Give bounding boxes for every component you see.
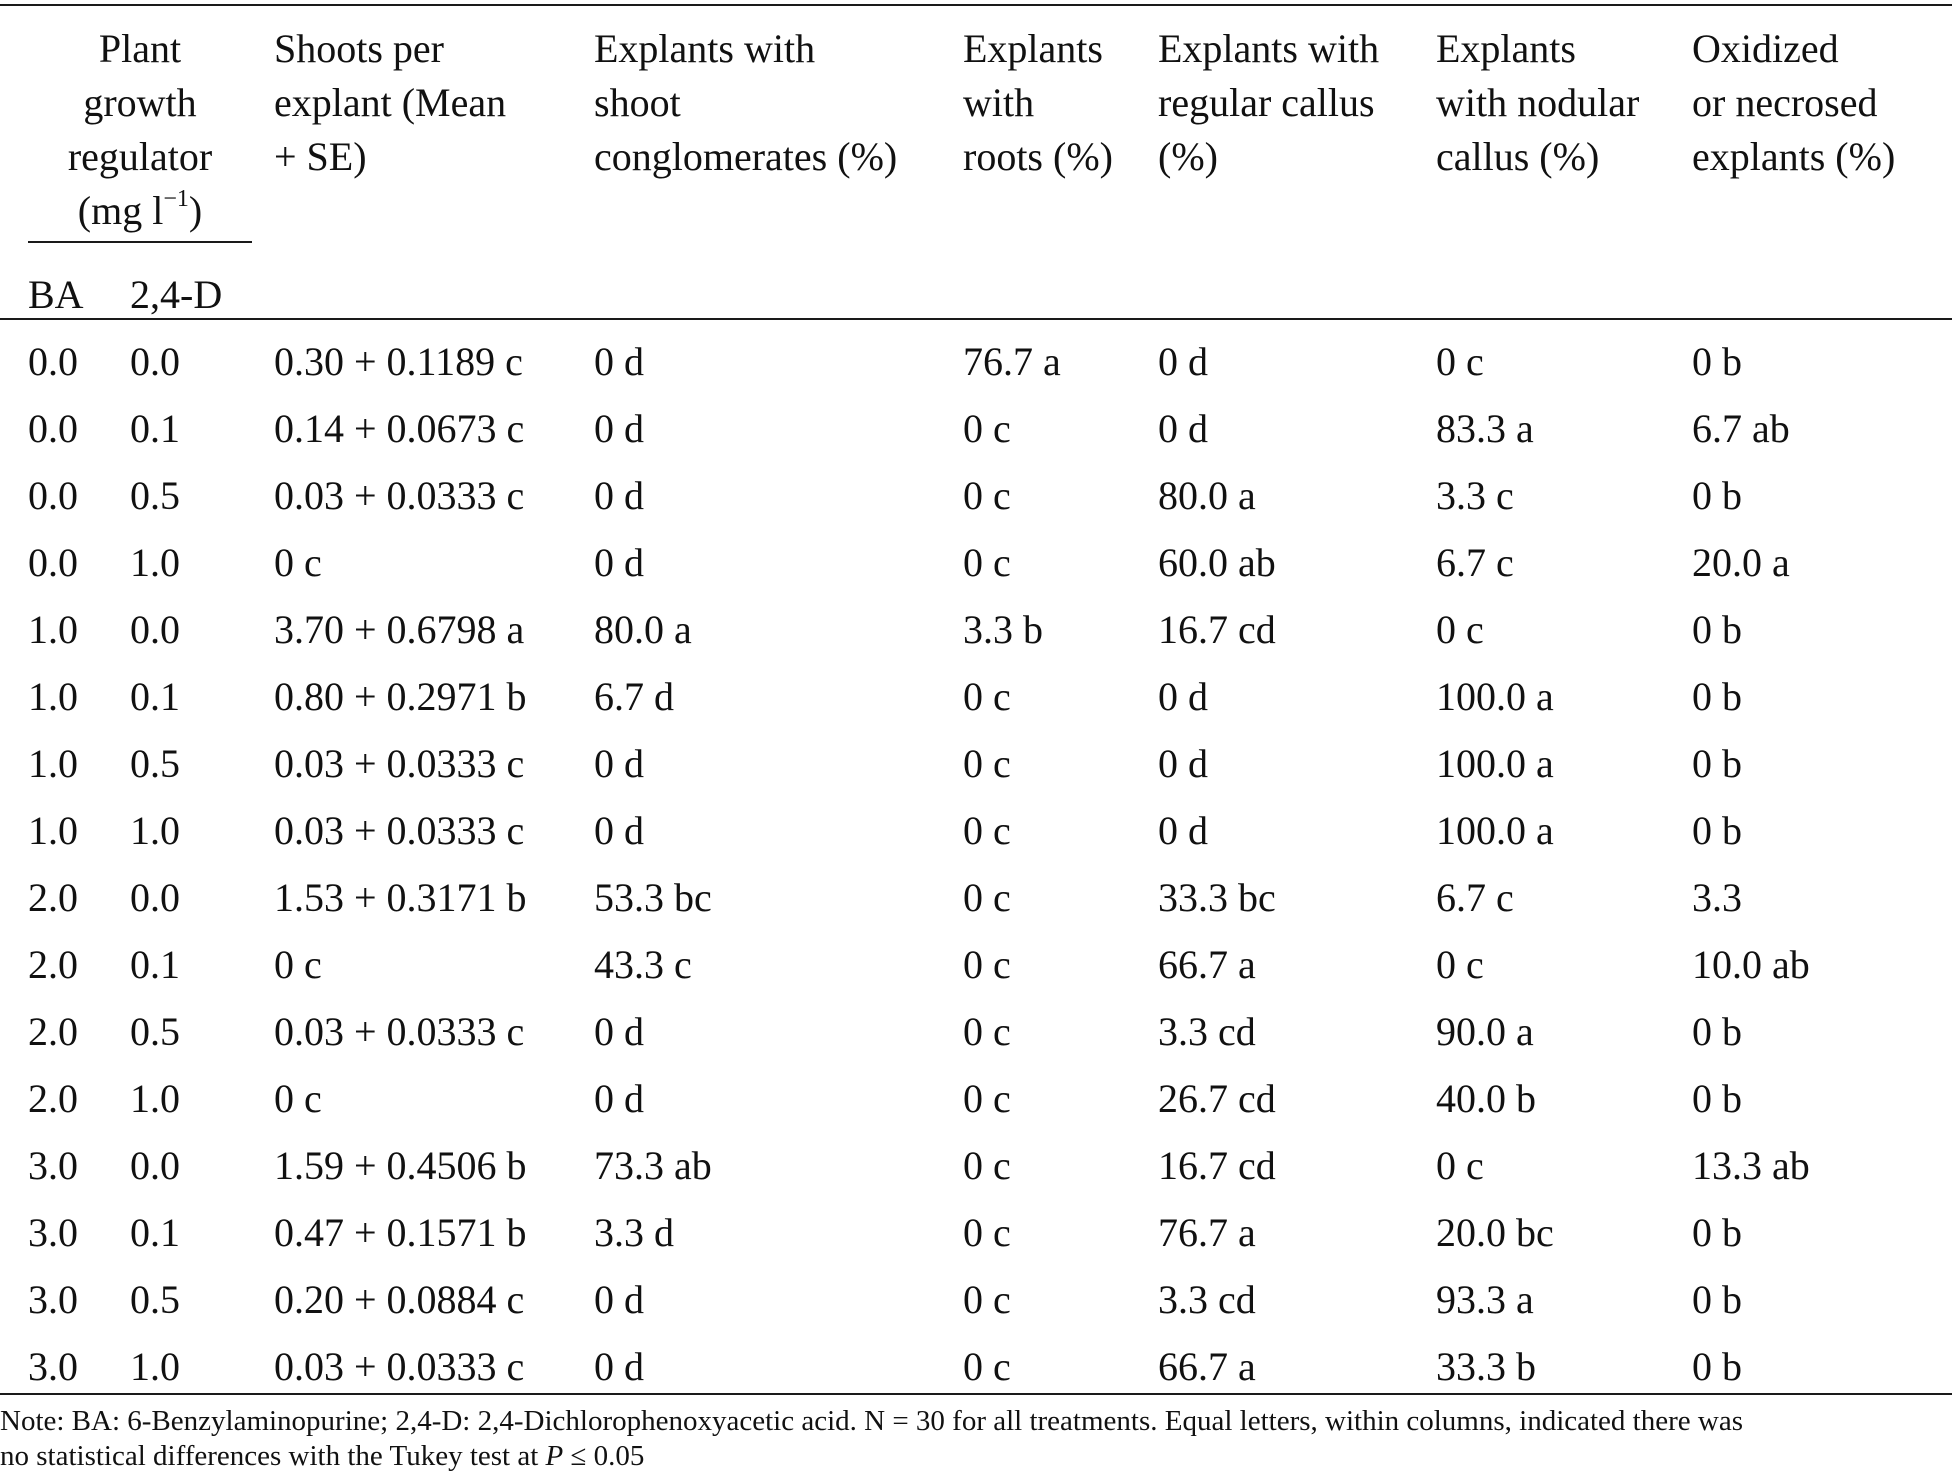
nodular-callus-cell: 0 c bbox=[1436, 339, 1484, 384]
shoots-cell: 0 c bbox=[274, 942, 322, 987]
nodular-callus-cell: 93.3 a bbox=[1436, 1277, 1534, 1322]
table-row bbox=[0, 401, 1952, 468]
conglomerates-cell: 0 d bbox=[594, 406, 644, 451]
table-row bbox=[0, 736, 1952, 803]
regular-callus-cell: 76.7 a bbox=[1158, 1210, 1256, 1255]
roots-cell: 0 c bbox=[963, 1009, 1011, 1054]
table-row bbox=[0, 535, 1952, 602]
roots-cell: 0 c bbox=[963, 540, 1011, 585]
pgr-header-line: regulator bbox=[67, 134, 213, 179]
regular-callus-cell: 16.7 cd bbox=[1158, 607, 1276, 652]
shoots-cell: 0.14 + 0.0673 c bbox=[274, 406, 525, 451]
nodular-callus-cell: 100.0 a bbox=[1436, 674, 1554, 719]
table-row bbox=[0, 334, 1952, 401]
ba-cell: 0.0 bbox=[28, 540, 78, 585]
roots-cell: 0 c bbox=[963, 875, 1011, 920]
roots-cell: 0 c bbox=[963, 406, 1011, 451]
roots-cell: 0 c bbox=[963, 1344, 1011, 1389]
header-shoots-per-explant: Shoots per explant (Mean + SE) bbox=[274, 26, 507, 179]
conglomerates-cell: 3.3 d bbox=[594, 1210, 674, 1255]
oxidized-cell: 0 b bbox=[1692, 339, 1742, 384]
ba-cell: 0.0 bbox=[28, 473, 78, 518]
ba-cell: 0.0 bbox=[28, 339, 78, 384]
ba-cell: 2.0 bbox=[28, 942, 78, 987]
oxidized-cell: 6.7 ab bbox=[1692, 406, 1790, 451]
d24-cell: 0.5 bbox=[130, 473, 180, 518]
roots-cell: 0 c bbox=[963, 1143, 1011, 1188]
ba-cell: 1.0 bbox=[28, 607, 78, 652]
shoots-cell: 3.70 + 0.6798 a bbox=[274, 607, 525, 652]
oxidized-cell: 20.0 a bbox=[1692, 540, 1790, 585]
pgr-header-line: Plant bbox=[98, 26, 182, 71]
table-row bbox=[0, 870, 1952, 937]
nodular-callus-cell: 3.3 c bbox=[1436, 473, 1514, 518]
d24-cell: 0.0 bbox=[130, 607, 180, 652]
shoots-cell: 0.47 + 0.1571 b bbox=[274, 1210, 527, 1255]
regular-callus-cell: 33.3 bc bbox=[1158, 875, 1276, 920]
subheader-24d: 2,4-D bbox=[130, 272, 223, 317]
regular-callus-cell: 80.0 a bbox=[1158, 473, 1256, 518]
pgr-header-units bbox=[28, 184, 252, 238]
roots-cell: 0 c bbox=[963, 674, 1011, 719]
table-row bbox=[0, 669, 1952, 736]
oxidized-cell: 0 b bbox=[1692, 674, 1742, 719]
d24-cell: 0.1 bbox=[130, 1210, 180, 1255]
roots-cell: 0 c bbox=[963, 942, 1011, 987]
table-row bbox=[0, 1272, 1952, 1339]
header-oxidized-necrosed: Oxidized or necrosed explants (%) bbox=[1692, 26, 1896, 179]
table-row bbox=[0, 1004, 1952, 1071]
d24-cell: 0.5 bbox=[130, 1277, 180, 1322]
nodular-callus-cell: 20.0 bc bbox=[1436, 1210, 1554, 1255]
note-text: no statistical differences with the Tukey test at bbox=[0, 1440, 546, 1472]
regular-callus-cell: 60.0 ab bbox=[1158, 540, 1276, 585]
shoots-cell: 0 c bbox=[274, 540, 322, 585]
top-rule bbox=[0, 4, 1952, 6]
table-row bbox=[0, 803, 1952, 870]
d24-cell: 1.0 bbox=[130, 540, 180, 585]
d24-cell: 0.0 bbox=[130, 875, 180, 920]
d24-cell: 0.0 bbox=[130, 339, 180, 384]
conglomerates-cell: 53.3 bc bbox=[594, 875, 712, 920]
ba-cell: 0.0 bbox=[28, 406, 78, 451]
roots-cell: 0 c bbox=[963, 1210, 1011, 1255]
conglomerates-cell: 73.3 ab bbox=[594, 1143, 712, 1188]
roots-cell: 0 c bbox=[963, 808, 1011, 853]
nodular-callus-cell: 0 c bbox=[1436, 607, 1484, 652]
nodular-callus-cell: 0 c bbox=[1436, 942, 1484, 987]
oxidized-cell: 0 b bbox=[1692, 1277, 1742, 1322]
shoots-cell: 0.03 + 0.0333 c bbox=[274, 1344, 525, 1389]
ba-cell: 3.0 bbox=[28, 1277, 78, 1322]
pgr-header-line: growth bbox=[83, 80, 197, 125]
note-line: Note: BA: 6-Benzylaminopurine; 2,4-D: 2,4-Dichlorophenoxyacetic acid. N = 30 for all treatments. Equal letters, within columns, indicated there was bbox=[0, 1405, 1743, 1437]
shoots-cell: 0.03 + 0.0333 c bbox=[274, 473, 525, 518]
roots-cell: 3.3 b bbox=[963, 607, 1043, 652]
table-row bbox=[0, 602, 1952, 669]
note-line bbox=[0, 1439, 1952, 1474]
ba-cell: 3.0 bbox=[28, 1143, 78, 1188]
roots-cell: 0 c bbox=[963, 1277, 1011, 1322]
shoots-cell: 0.03 + 0.0333 c bbox=[274, 741, 525, 786]
conglomerates-cell: 0 d bbox=[594, 1277, 644, 1322]
regular-callus-cell: 0 d bbox=[1158, 674, 1208, 719]
regular-callus-cell: 66.7 a bbox=[1158, 1344, 1256, 1389]
d24-cell: 1.0 bbox=[130, 808, 180, 853]
conglomerates-cell: 0 d bbox=[594, 808, 644, 853]
ba-cell: 1.0 bbox=[28, 808, 78, 853]
bottom-rule bbox=[0, 1393, 1952, 1395]
header-plant-growth-regulator bbox=[28, 22, 252, 238]
regular-callus-cell: 66.7 a bbox=[1158, 942, 1256, 987]
pgr-header-rule bbox=[28, 241, 252, 243]
ba-cell: 3.0 bbox=[28, 1210, 78, 1255]
nodular-callus-cell: 40.0 b bbox=[1436, 1076, 1536, 1121]
oxidized-cell: 0 b bbox=[1692, 1344, 1742, 1389]
regular-callus-cell: 0 d bbox=[1158, 808, 1208, 853]
table-row bbox=[0, 468, 1952, 535]
d24-cell: 0.5 bbox=[130, 1009, 180, 1054]
oxidized-cell: 0 b bbox=[1692, 1076, 1742, 1121]
shoots-cell: 0.30 + 0.1189 c bbox=[274, 339, 523, 384]
shoots-cell: 0.80 + 0.2971 b bbox=[274, 674, 527, 719]
d24-cell: 0.0 bbox=[130, 1143, 180, 1188]
nodular-callus-cell: 6.7 c bbox=[1436, 875, 1514, 920]
shoots-cell: 1.59 + 0.4506 b bbox=[274, 1143, 527, 1188]
nodular-callus-cell: 100.0 a bbox=[1436, 808, 1554, 853]
header-bottom-rule bbox=[0, 318, 1952, 320]
conglomerates-cell: 80.0 a bbox=[594, 607, 692, 652]
conglomerates-cell: 0 d bbox=[594, 1344, 644, 1389]
ba-cell: 3.0 bbox=[28, 1344, 78, 1389]
nodular-callus-cell: 0 c bbox=[1436, 1143, 1484, 1188]
ba-cell: 2.0 bbox=[28, 875, 78, 920]
oxidized-cell: 13.3 ab bbox=[1692, 1143, 1810, 1188]
nodular-callus-cell: 90.0 a bbox=[1436, 1009, 1534, 1054]
nodular-callus-cell: 83.3 a bbox=[1436, 406, 1534, 451]
regular-callus-cell: 0 d bbox=[1158, 741, 1208, 786]
conglomerates-cell: 0 d bbox=[594, 339, 644, 384]
regular-callus-cell: 16.7 cd bbox=[1158, 1143, 1276, 1188]
shoots-cell: 0.03 + 0.0333 c bbox=[274, 808, 525, 853]
d24-cell: 0.1 bbox=[130, 406, 180, 451]
table-note bbox=[0, 1404, 1952, 1474]
shoots-cell: 0.20 + 0.0884 c bbox=[274, 1277, 525, 1322]
d24-cell: 0.1 bbox=[130, 674, 180, 719]
conglomerates-cell: 43.3 c bbox=[594, 942, 692, 987]
regular-callus-cell: 26.7 cd bbox=[1158, 1076, 1276, 1121]
oxidized-cell: 0 b bbox=[1692, 607, 1742, 652]
shoots-cell: 0.03 + 0.0333 c bbox=[274, 1009, 525, 1054]
oxidized-cell: 0 b bbox=[1692, 741, 1742, 786]
table-row bbox=[0, 937, 1952, 1004]
table-row bbox=[0, 1071, 1952, 1138]
shoots-cell: 1.53 + 0.3171 b bbox=[274, 875, 527, 920]
oxidized-cell: 10.0 ab bbox=[1692, 942, 1810, 987]
ba-cell: 2.0 bbox=[28, 1009, 78, 1054]
d24-cell: 0.1 bbox=[130, 942, 180, 987]
table-body bbox=[0, 334, 1952, 1406]
roots-cell: 0 c bbox=[963, 741, 1011, 786]
conglomerates-cell: 0 d bbox=[594, 741, 644, 786]
d24-cell: 1.0 bbox=[130, 1344, 180, 1389]
conglomerates-cell: 0 d bbox=[594, 473, 644, 518]
regular-callus-cell: 3.3 cd bbox=[1158, 1277, 1256, 1322]
pgr-units-exponent: −1 bbox=[163, 185, 189, 212]
pgr-units-prefix: (mg l bbox=[77, 188, 164, 233]
oxidized-cell: 0 b bbox=[1692, 1210, 1742, 1255]
header-shoot-conglomerates: Explants with shoot conglomerates (%) bbox=[594, 26, 898, 179]
oxidized-cell: 0 b bbox=[1692, 1009, 1742, 1054]
oxidized-cell: 0 b bbox=[1692, 808, 1742, 853]
regular-callus-cell: 0 d bbox=[1158, 406, 1208, 451]
conglomerates-cell: 0 d bbox=[594, 1009, 644, 1054]
oxidized-cell: 3.3 bbox=[1692, 875, 1742, 920]
d24-cell: 0.5 bbox=[130, 741, 180, 786]
nodular-callus-cell: 6.7 c bbox=[1436, 540, 1514, 585]
header-regular-callus: Explants with regular callus (%) bbox=[1158, 26, 1380, 179]
nodular-callus-cell: 100.0 a bbox=[1436, 741, 1554, 786]
conglomerates-cell: 6.7 d bbox=[594, 674, 674, 719]
ba-cell: 1.0 bbox=[28, 674, 78, 719]
roots-cell: 76.7 a bbox=[963, 339, 1061, 384]
ba-cell: 2.0 bbox=[28, 1076, 78, 1121]
table-row bbox=[0, 1339, 1952, 1406]
pgr-units-suffix: ) bbox=[188, 188, 203, 233]
subheader-ba: BA bbox=[28, 272, 84, 317]
shoots-cell: 0 c bbox=[274, 1076, 322, 1121]
roots-cell: 0 c bbox=[963, 473, 1011, 518]
regular-callus-cell: 0 d bbox=[1158, 339, 1208, 384]
regular-callus-cell: 3.3 cd bbox=[1158, 1009, 1256, 1054]
header-roots: Explants with roots (%) bbox=[963, 26, 1113, 179]
table-row bbox=[0, 1205, 1952, 1272]
roots-cell: 0 c bbox=[963, 1076, 1011, 1121]
note-text: ≤ 0.05 bbox=[563, 1440, 645, 1472]
d24-cell: 1.0 bbox=[130, 1076, 180, 1121]
header-nodular-callus: Explants with nodular callus (%) bbox=[1436, 26, 1640, 179]
table-row bbox=[0, 1138, 1952, 1205]
oxidized-cell: 0 b bbox=[1692, 473, 1742, 518]
conglomerates-cell: 0 d bbox=[594, 540, 644, 585]
note-p-symbol: P bbox=[545, 1440, 564, 1472]
nodular-callus-cell: 33.3 b bbox=[1436, 1344, 1536, 1389]
conglomerates-cell: 0 d bbox=[594, 1076, 644, 1121]
ba-cell: 1.0 bbox=[28, 741, 78, 786]
